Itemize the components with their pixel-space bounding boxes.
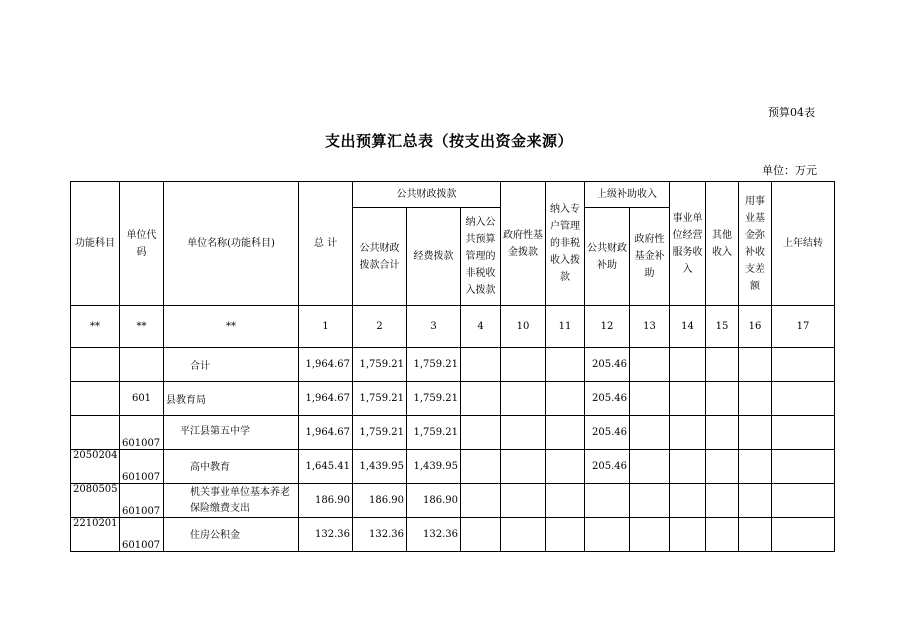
- total-cell: 186.90: [299, 484, 353, 518]
- unit-name-cell: 高中教育: [164, 450, 299, 484]
- func-code-cell: 2210201: [71, 518, 120, 552]
- total-cell: 1,964.67: [299, 416, 353, 450]
- unit-code-cell: 601007: [120, 484, 164, 518]
- column-number: 14: [670, 306, 706, 348]
- header-superior-subsidy: 上级补助收入: [585, 182, 670, 208]
- unit-name-cell: 县教育局: [164, 382, 299, 416]
- public-finance-total-cell: 1,759.21: [353, 382, 407, 416]
- total-cell: 1,964.67: [299, 382, 353, 416]
- table-row: [71, 518, 835, 552]
- header-func-code: 功能科目: [71, 182, 120, 306]
- column-number: 17: [772, 306, 835, 348]
- func-code-cell: [71, 348, 120, 382]
- form-id: 预算04表: [768, 106, 815, 119]
- unit-name-cell: 住房公积金: [164, 518, 299, 552]
- column-number: **: [71, 306, 120, 348]
- public-finance-total-cell: 186.90: [353, 484, 407, 518]
- table-row: [71, 348, 835, 382]
- funding-cell: 1,439.95: [407, 450, 461, 484]
- funding-cell: 1,759.21: [407, 382, 461, 416]
- header-fund-balance: 用事业基金弥补收支差额: [739, 182, 772, 306]
- public-finance-total-cell: 1,759.21: [353, 416, 407, 450]
- page-title: 支出预算汇总表（按支出资金来源）: [324, 132, 573, 150]
- table-row: [71, 484, 835, 518]
- header-gov-fund: 政府性基金拨款: [501, 182, 546, 306]
- func-code-cell: [71, 416, 120, 450]
- unit-name-cell: 平江县第五中学: [164, 416, 299, 450]
- total-cell: 1,964.67: [299, 348, 353, 382]
- header-business-income: 事业单位经营服务收入: [670, 182, 706, 306]
- header-total: 总 计: [299, 182, 353, 306]
- funding-cell: 1,759.21: [407, 416, 461, 450]
- header-unit-code: 单位代码: [120, 182, 164, 306]
- func-code-cell: 2050204: [71, 450, 120, 484]
- func-code-cell: 2080505: [71, 484, 120, 518]
- header-funding: 经费拨款: [407, 208, 461, 306]
- column-number: 12: [585, 306, 630, 348]
- header-special-non-tax: 纳入专户管理的非税收入拨款: [546, 182, 585, 306]
- public-finance-total-cell: 132.36: [353, 518, 407, 552]
- func-code-cell: [71, 382, 120, 416]
- header-public-finance-total: 公共财政拨款合计: [353, 208, 407, 306]
- header-unit-name: 单位名称(功能科目): [164, 182, 299, 306]
- public-finance-total-cell: 1,759.21: [353, 348, 407, 382]
- column-number: **: [164, 306, 299, 348]
- column-number: 3: [407, 306, 461, 348]
- column-number: 15: [706, 306, 739, 348]
- budget-summary-table: [70, 181, 835, 552]
- total-cell: 1,645.41: [299, 450, 353, 484]
- table-row: [71, 382, 835, 416]
- table-row: [71, 416, 835, 450]
- unit-code-cell: 601007: [120, 518, 164, 552]
- column-number-row: [71, 306, 835, 348]
- public-finance-subsidy-cell: [585, 484, 630, 518]
- column-number: 11: [546, 306, 585, 348]
- public-finance-subsidy-cell: 205.46: [585, 382, 630, 416]
- unit-code-cell: [120, 348, 164, 382]
- column-number: 4: [461, 306, 501, 348]
- public-finance-total-cell: 1,439.95: [353, 450, 407, 484]
- column-number: 10: [501, 306, 546, 348]
- public-finance-subsidy-cell: 205.46: [585, 450, 630, 484]
- unit-label: 单位：万元: [762, 164, 817, 177]
- header-row-1: [71, 182, 835, 208]
- column-number: 13: [630, 306, 670, 348]
- column-number: 2: [353, 306, 407, 348]
- public-finance-subsidy-cell: [585, 518, 630, 552]
- header-gov-fund-subsidy: 政府性基金补助: [630, 208, 670, 306]
- unit-code-cell: 601007: [120, 450, 164, 484]
- public-finance-subsidy-cell: 205.46: [585, 348, 630, 382]
- column-number: 1: [299, 306, 353, 348]
- header-public-finance-subsidy: 公共财政补助: [585, 208, 630, 306]
- funding-cell: 186.90: [407, 484, 461, 518]
- funding-cell: 132.36: [407, 518, 461, 552]
- unit-code-cell: 601: [120, 382, 164, 416]
- unit-code-cell: 601007: [120, 416, 164, 450]
- public-finance-subsidy-cell: 205.46: [585, 416, 630, 450]
- header-carryover: 上年结转: [772, 182, 835, 306]
- header-other-income: 其他收入: [706, 182, 739, 306]
- column-number: 16: [739, 306, 772, 348]
- header-public-finance: 公共财政拨款: [353, 182, 501, 208]
- funding-cell: 1,759.21: [407, 348, 461, 382]
- unit-name-cell: 机关事业单位基本养老保险缴费支出: [164, 484, 299, 518]
- column-number: **: [120, 306, 164, 348]
- header-non-tax-in-budget: 纳入公共预算管理的非税收入拨款: [461, 208, 501, 306]
- unit-name-cell: 合计: [164, 348, 299, 382]
- total-cell: 132.36: [299, 518, 353, 552]
- table-row: [71, 450, 835, 484]
